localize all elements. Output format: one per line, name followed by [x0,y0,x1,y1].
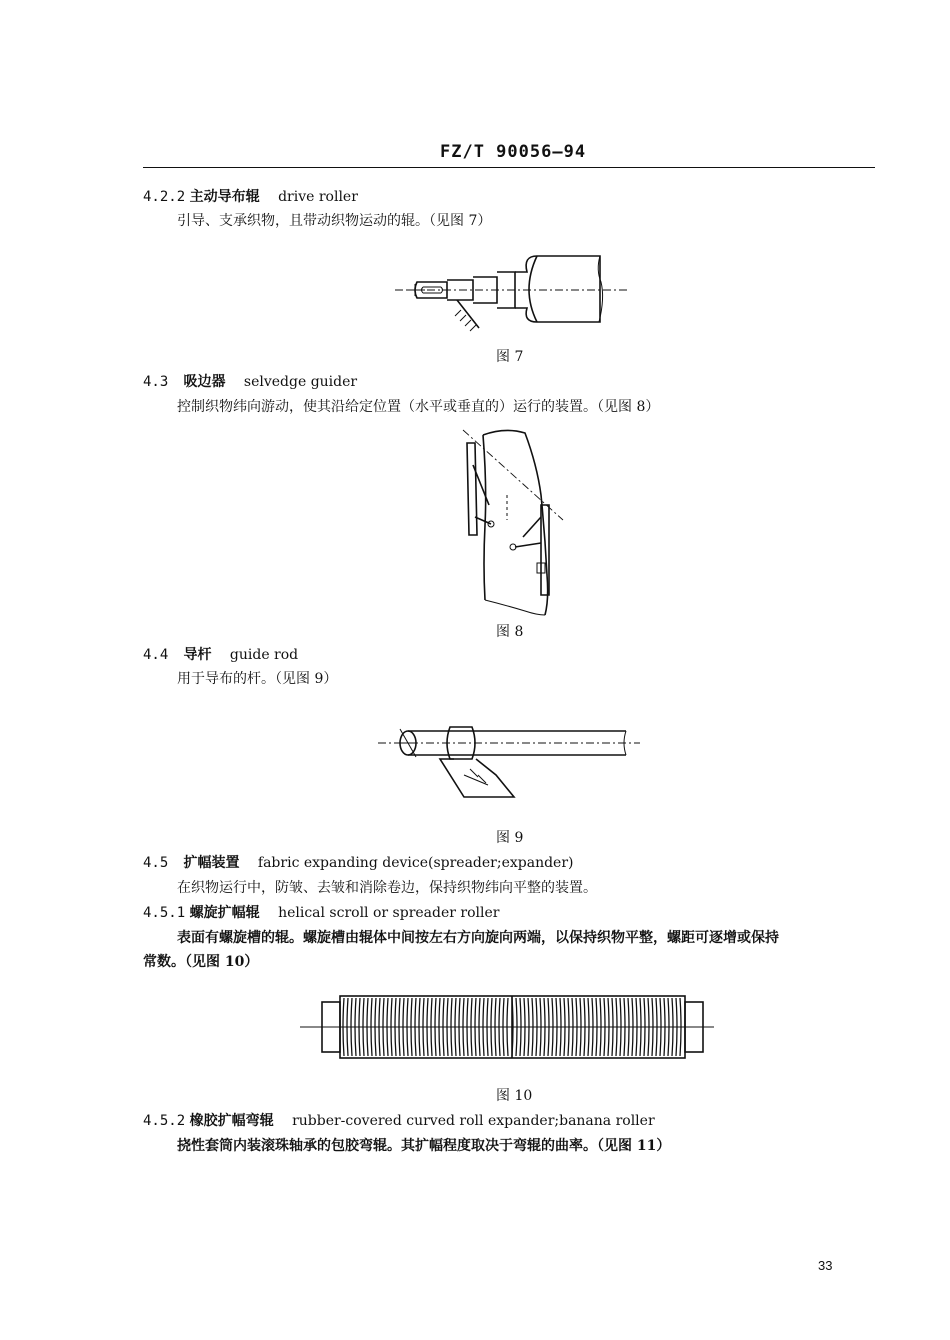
figure-7-drive-roller [395,250,635,340]
section-4-5-1-definition-line-2: 常数。（见图 10） [143,954,259,970]
term-zh: 导杆 [183,647,212,663]
figure-9-guide-rod [378,715,643,805]
term-zh: 扩幅装置 [183,855,240,871]
section-4-5-definition: 在织物运行中，防皱、去皱和消除卷边，保持织物纬向平整的装置。 [177,880,597,896]
section-4-5-2-definition: 挠性套筒内装滚珠轴承的包胶弯辊。其扩幅程度取决于弯辊的曲率。（见图 11） [177,1138,671,1154]
term-zh: 螺旋扩幅辊 [189,905,260,921]
section-number: 4.4 [143,647,169,663]
section-4-4-definition: 用于导布的杆。（见图 9） [177,671,338,687]
section-4-3-definition: 控制织物纬向游动，使其沿给定位置（水平或垂直的）运行的装置。（见图 8） [177,399,660,415]
header-rule [143,167,875,168]
figure-10-helical-roller [300,992,718,1062]
section-number: 4.2.2 [143,189,186,205]
section-4-4-heading [143,644,298,664]
section-4-5-2-heading [143,1110,655,1130]
figure-9-caption: 图 9 [496,830,524,846]
term-en: fabric expanding device(spreader;expander) [257,855,574,871]
section-4-3-heading [143,371,357,391]
term-zh: 橡胶扩幅弯辊 [189,1113,274,1129]
section-4-5-1-heading [143,902,499,922]
figure-8-caption: 图 8 [496,624,524,640]
figure-7-caption: 图 7 [496,349,524,365]
section-4-5-1-definition-line-1: 表面有螺旋槽的辊。螺旋槽由辊体中间按左右方向旋向两端，以保持织物平整，螺距可逐增或保持 [177,930,779,946]
section-4-5-heading [143,852,574,872]
figure-10-caption: 图 10 [496,1088,533,1104]
page-number: 33 [818,1258,833,1273]
term-en: rubber-covered curved roll expander;banana roller [292,1113,655,1129]
standard-code-header: FZ/T 90056—94 [440,142,587,162]
section-number: 4.5.1 [143,905,186,921]
figure-8-selvedge-guider [445,425,580,620]
section-number: 4.3 [143,374,169,390]
term-zh: 吸边器 [183,374,226,390]
section-number: 4.5.2 [143,1113,186,1129]
term-en: drive roller [278,189,358,205]
section-4-2-2-heading [143,186,358,206]
term-en: selvedge guider [243,374,358,390]
term-zh: 主动导布辊 [189,189,260,205]
term-en: guide rod [229,647,299,663]
section-4-2-2-definition: 引导、支承织物，且带动织物运动的辊。（见图 7） [177,213,492,229]
section-number: 4.5 [143,855,169,871]
term-en: helical scroll or spreader roller [278,905,500,921]
